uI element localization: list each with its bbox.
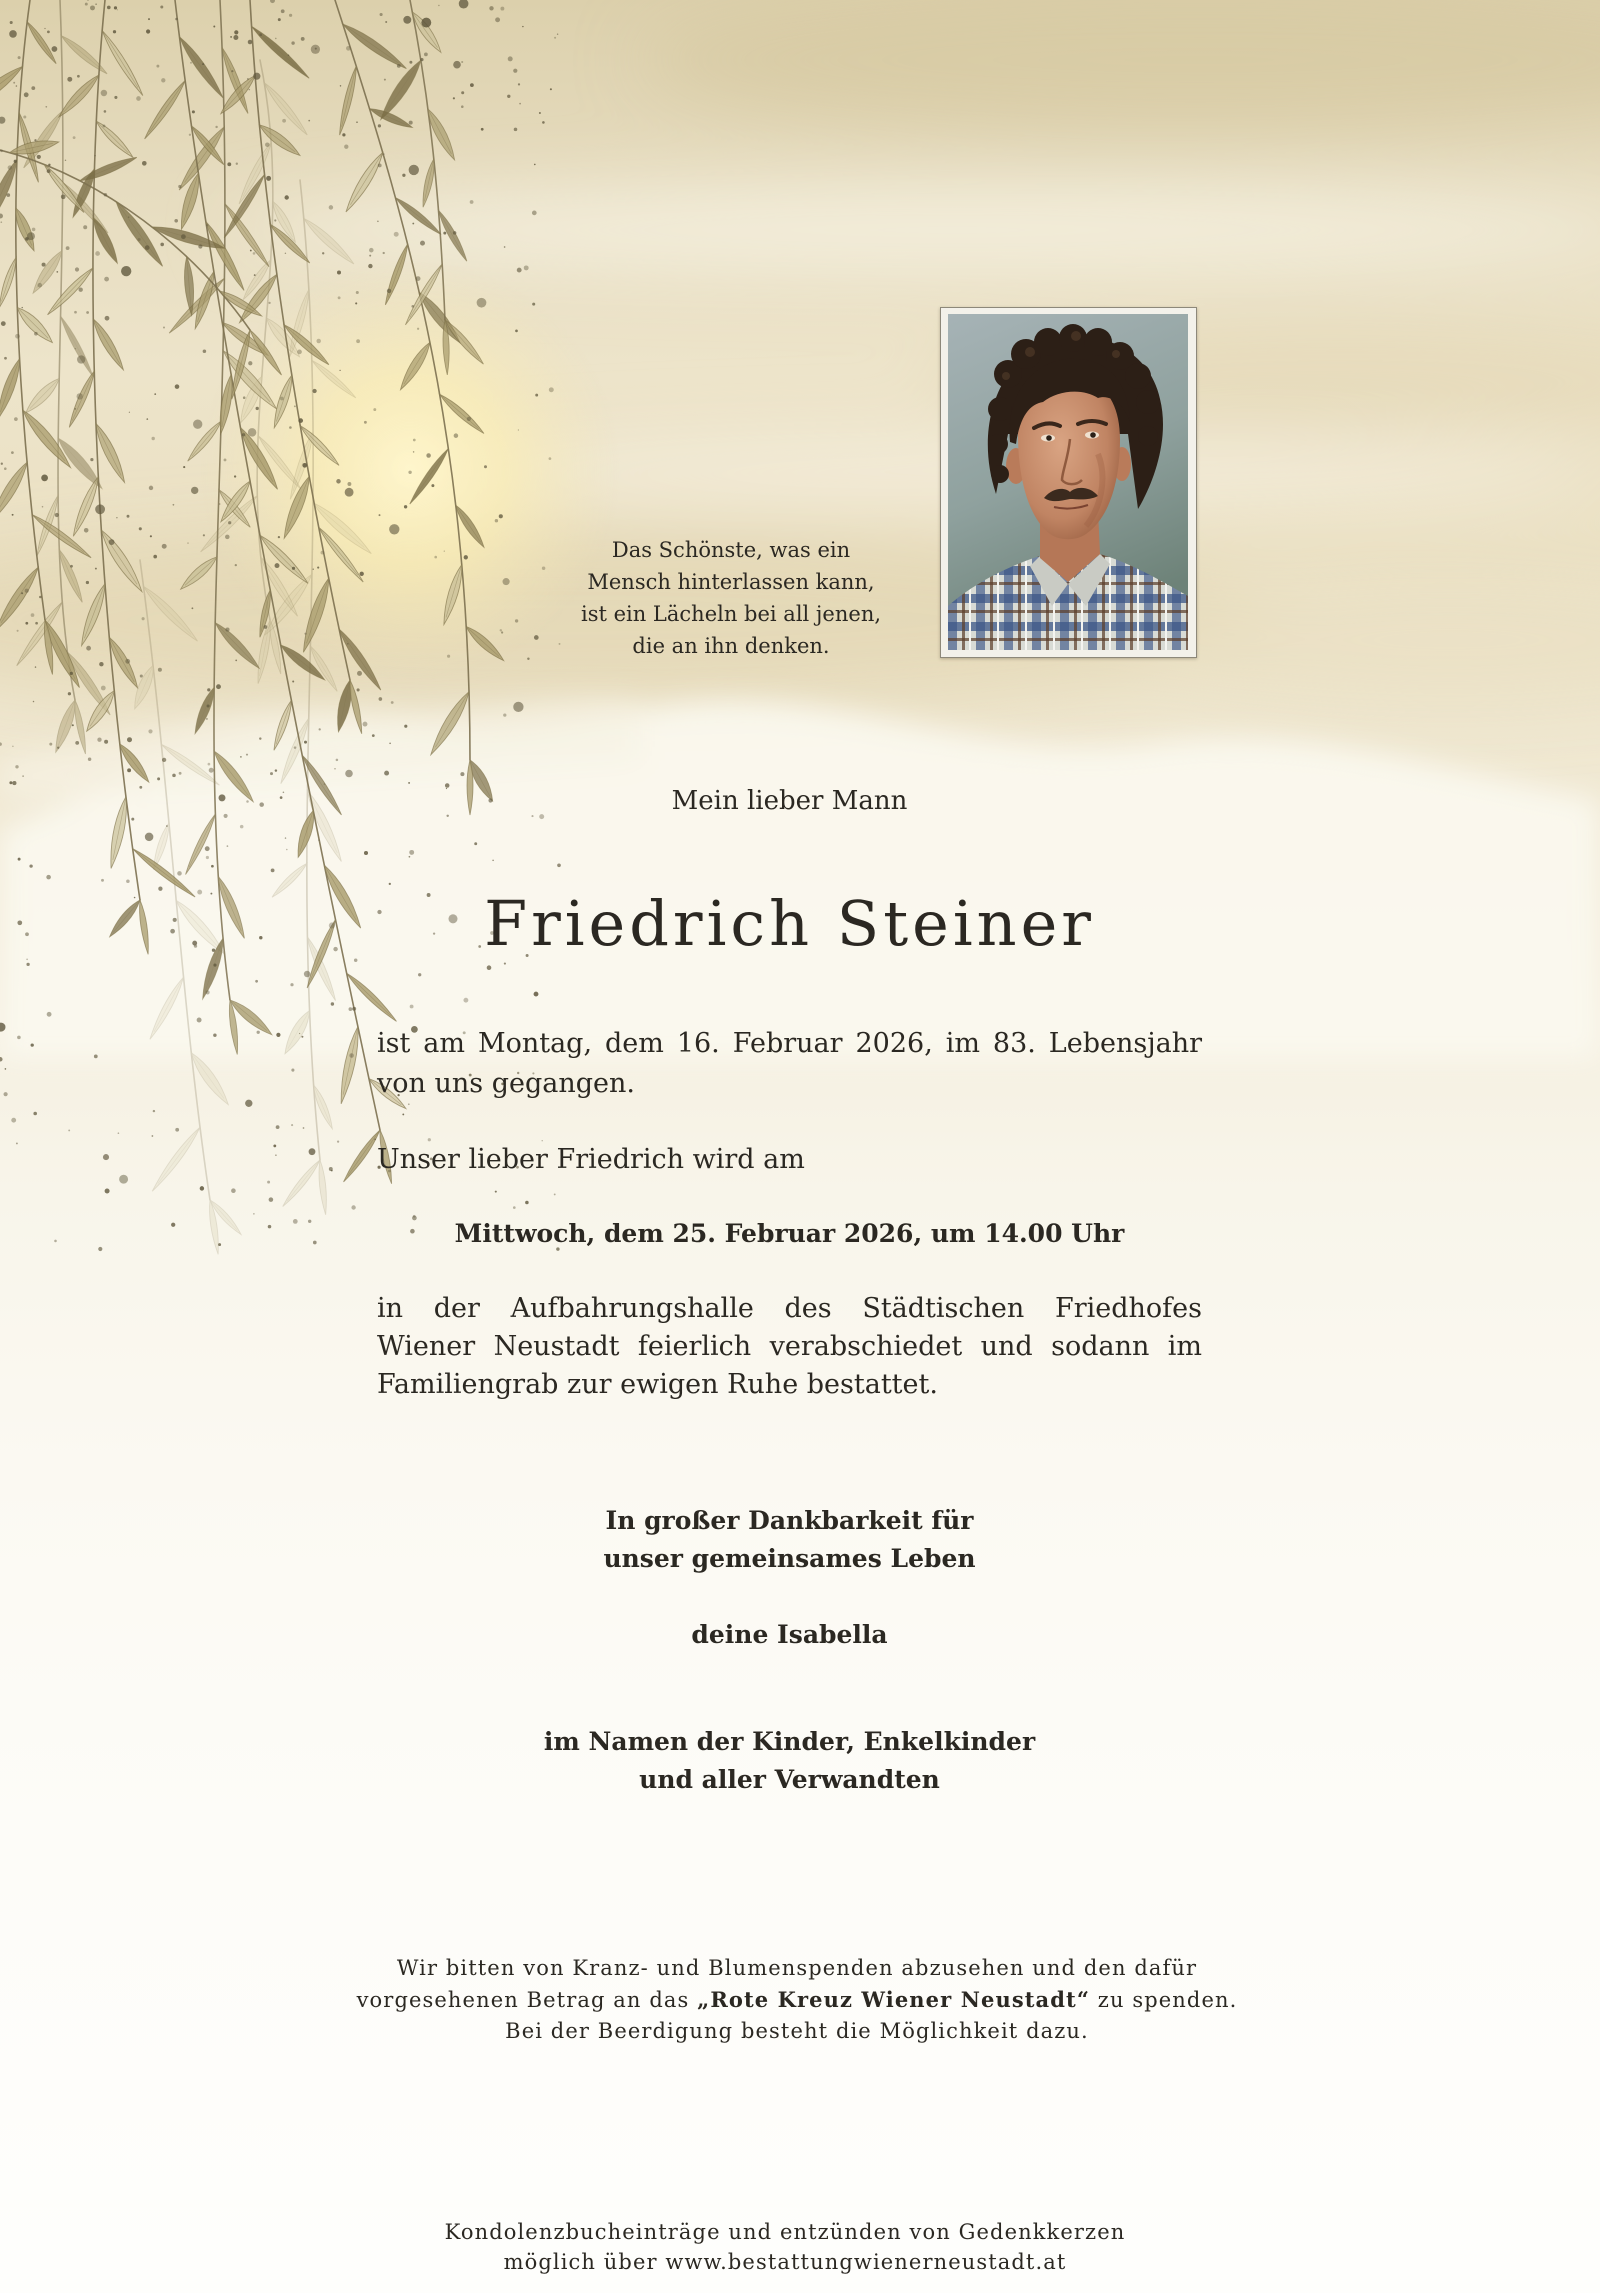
donation-note-text: vorgesehenen Betrag an das bbox=[356, 1988, 698, 2012]
donation-note-line: Bei der Beerdigung besteht die Möglichkeit dazu. bbox=[505, 2019, 1089, 2043]
portrait-photo bbox=[947, 314, 1189, 650]
willow-leaf bbox=[336, 65, 359, 136]
willow-leaf bbox=[280, 1008, 314, 1056]
willow-leaf bbox=[424, 107, 459, 163]
intro-line: Mein lieber Mann bbox=[671, 786, 908, 816]
willow-leaf bbox=[396, 340, 433, 392]
on-behalf-line: und aller Verwandten bbox=[639, 1765, 940, 1794]
willow-leaf bbox=[301, 215, 357, 267]
willow-branch bbox=[0, 137, 284, 400]
willow-leaf bbox=[112, 198, 167, 269]
ceremony-datetime: Mittwoch, dem 25. Februar 2026, um 14.00 Uhr bbox=[454, 1219, 1125, 1248]
farewell-intro-line: Unser lieber Friedrich wird am bbox=[377, 1144, 805, 1175]
death-notice-paragraph bbox=[377, 1024, 1202, 1104]
ceremony-details-line: Wiener Neustadt feierlich verabschiedet und sodann im bbox=[377, 1331, 1202, 1362]
willow-leaf bbox=[299, 753, 344, 816]
willow-leaf bbox=[185, 419, 224, 464]
willow-leaf bbox=[382, 243, 411, 306]
on-behalf-line: im Namen der Kinder, Enkelkinder bbox=[543, 1727, 1036, 1756]
willow-leaf bbox=[160, 742, 222, 788]
willow-leaf bbox=[249, 24, 311, 81]
willow-leaf bbox=[426, 689, 473, 758]
donation-note bbox=[297, 1953, 1297, 2047]
willow-leaf bbox=[376, 57, 425, 122]
willow-leaf bbox=[77, 582, 109, 647]
on-behalf-block bbox=[377, 1723, 1202, 1799]
willow-leaf bbox=[25, 20, 59, 65]
willow-leaf bbox=[210, 748, 257, 805]
willow-leaf bbox=[78, 154, 138, 185]
willow-leaf bbox=[107, 897, 144, 939]
willow-leaf bbox=[14, 600, 65, 668]
willow-leaf bbox=[342, 150, 387, 215]
portrait-frame bbox=[940, 307, 1197, 658]
quote-line: Mensch hinterlassen kann, bbox=[587, 570, 875, 594]
willow-leaf bbox=[236, 141, 275, 206]
willow-leaf bbox=[304, 918, 338, 989]
memorial-quote bbox=[531, 534, 931, 662]
willow-leaf bbox=[99, 29, 146, 98]
condolence-website: möglich über www.bestattungwienerneustadt.at bbox=[503, 2250, 1067, 2274]
willow-leaf bbox=[280, 1158, 322, 1208]
donation-note-line bbox=[297, 1984, 1297, 2016]
willow-branch bbox=[45, 0, 197, 955]
willow-leaf bbox=[191, 270, 218, 330]
willow-leaf bbox=[409, 9, 445, 55]
gratitude-block bbox=[377, 1502, 1202, 1578]
deceased-name: Friedrich Steiner bbox=[484, 887, 1095, 960]
willow-leaf bbox=[270, 374, 296, 429]
willow-leaf bbox=[310, 1084, 335, 1131]
willow-leaf bbox=[89, 317, 127, 373]
willow-leaf bbox=[310, 358, 358, 400]
death-notice-line: ist am Montag, dem 16. Februar 2026, im 83. Lebensjahr bbox=[377, 1028, 1202, 1059]
willow-leaf bbox=[13, 304, 56, 347]
charity-name: „Rote Kreuz Wiener Neustadt“ bbox=[697, 1987, 1091, 2012]
willow-leaf bbox=[317, 1160, 329, 1215]
willow-leaf bbox=[212, 620, 262, 672]
willow-leaf bbox=[142, 79, 188, 141]
donation-note-line: Wir bitten von Kranz- und Blumenspenden abzusehen und den dafür bbox=[396, 1956, 1198, 1980]
farewell-intro bbox=[377, 1140, 1202, 1180]
quote-line: Das Schönste, was ein bbox=[611, 538, 851, 562]
ceremony-details-paragraph bbox=[377, 1290, 1202, 1404]
willow-leaf bbox=[66, 369, 98, 428]
gratitude-line: In großer Dankbarkeit für bbox=[605, 1506, 974, 1535]
willow-leaf bbox=[94, 119, 136, 160]
willow-leaf bbox=[320, 863, 365, 931]
signature: deine Isabella bbox=[691, 1620, 888, 1649]
willow-leaf bbox=[89, 216, 121, 266]
willow-leaf bbox=[336, 1025, 362, 1104]
quote-line: ist ein Lächeln bei all jenen, bbox=[580, 602, 882, 626]
death-notice-line: von uns gegangen. bbox=[377, 1068, 635, 1099]
willow-leaf bbox=[149, 1125, 203, 1193]
ceremony-details-line: Familiengrab zur ewigen Ruhe bestattet. bbox=[377, 1369, 938, 1400]
willow-leaf bbox=[58, 315, 96, 378]
willow-leaf bbox=[72, 699, 88, 754]
willow-leaf bbox=[137, 900, 151, 955]
willow-leaf bbox=[271, 699, 295, 751]
willow-leaf bbox=[147, 975, 187, 1041]
ceremony-details-line: in der Aufbahrungshalle des Städtischen Friedhofes bbox=[377, 1293, 1202, 1324]
willow-leaf bbox=[214, 874, 249, 940]
condolence-line: Kondolenzbucheinträge und entzünden von Gedenkkerzen bbox=[444, 2220, 1126, 2244]
condolence-info bbox=[285, 2217, 1285, 2277]
willow-leaf bbox=[178, 553, 220, 592]
gratitude-line: unser gemeinsames Leben bbox=[603, 1544, 976, 1573]
willow-branch bbox=[335, 0, 507, 815]
willow-leaf bbox=[336, 627, 385, 693]
donation-note-text: zu spenden. bbox=[1090, 1988, 1238, 2012]
willow-leaf bbox=[22, 375, 63, 416]
quote-line: die an ihn denken. bbox=[632, 634, 830, 658]
willow-leaf bbox=[270, 861, 309, 900]
